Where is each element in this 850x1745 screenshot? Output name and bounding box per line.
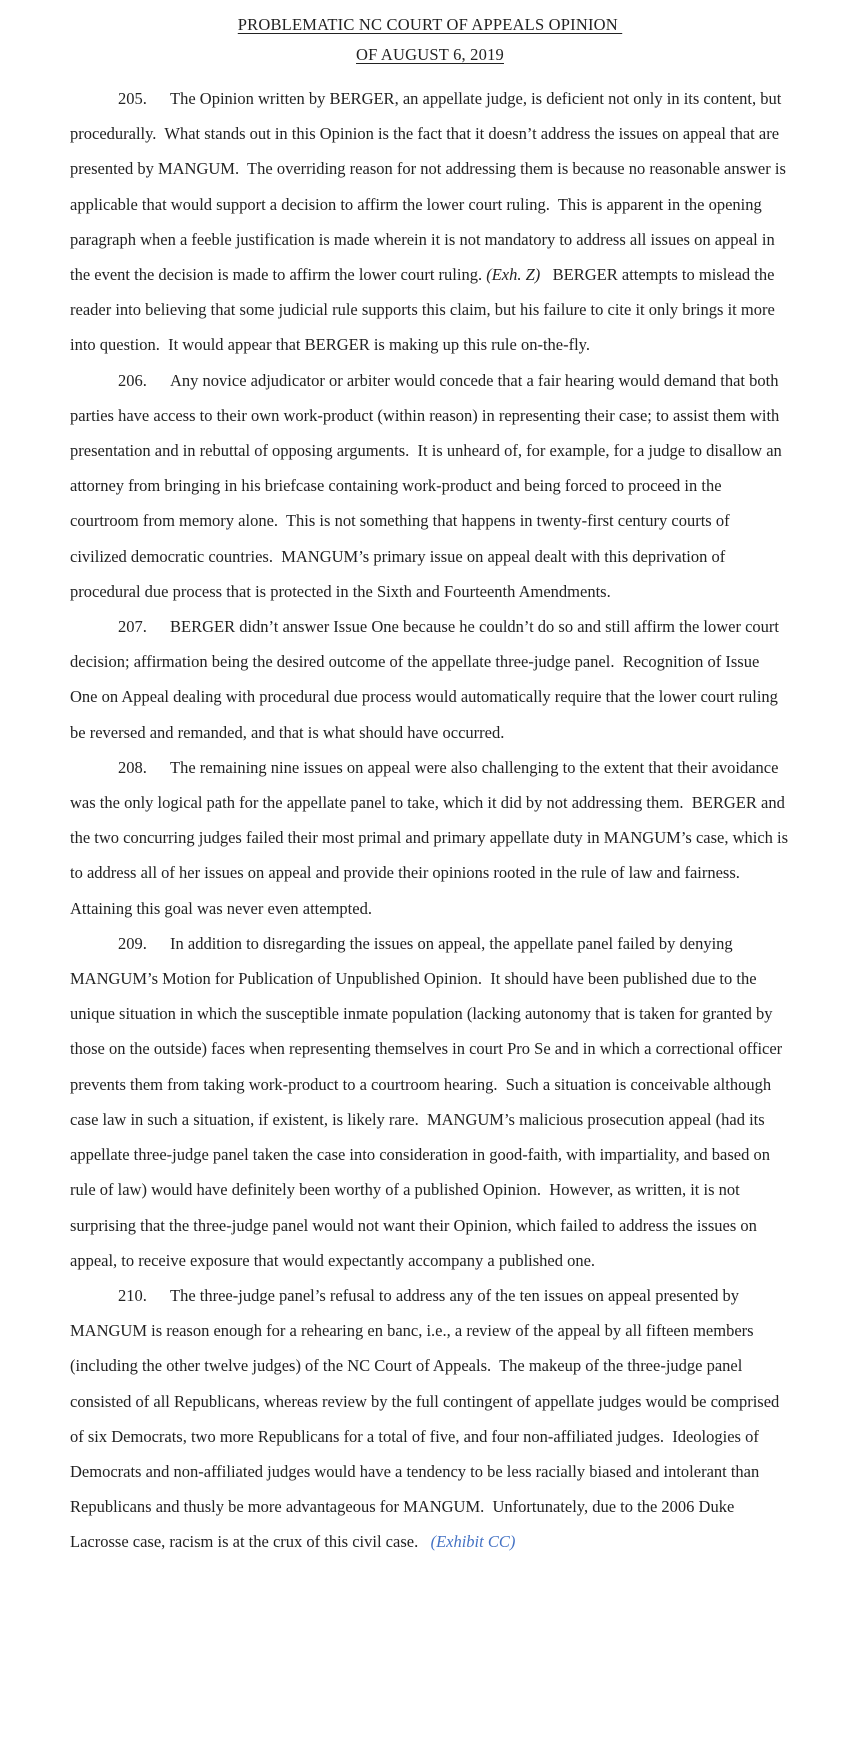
title-text-1: PROBLEMATIC NC COURT OF APPEALS OPINION <box>237 15 623 34</box>
paragraph-number: 205. <box>118 89 147 108</box>
paragraph-208 <box>70 750 793 926</box>
paragraph-number: 207. <box>118 617 147 637</box>
title-line-2 <box>70 40 790 70</box>
document-body <box>70 81 793 1560</box>
text-segment: In addition to disregarding the issues on appeal, the appellate panel failed by denying MANGUM’s Motion for Publication of Unpublished Opinion. It should have been published due to the unique situation in which the susceptible inmate population (lacking autonomy that is taken for granted by those on the outside) faces when representing themselves in court Pro Se and in which a correctional officer prevents them from taking work-product to a courtroom hearing. Such a situation is conceivable although case law in such a situation, if existent, is likely rare. MANGUM’s malicious prosecution appeal (had its appellate three-judge panel taken the case into consideration in good-faith, with impartiality, and based on rule of law) would have definitely been worthy of a published Opinion. However, as written, it is not surprising that the three-judge panel would not want their Opinion, which failed to address the issues on appeal, to receive exposure that would expectantly accompany a published one. <box>70 933 787 1270</box>
text-segment: The three-judge panel’s refusal to address any of the ten issues on appeal presented by MANGUM is reason enough for a rehearing en banc, i.e., a review of the appeal by all fifteen members (including the other twelve judges) of the NC Court of Appeals. The makeup of the three-judge panel consisted of all Republicans, whereas review by the full contingent of appellate judges would be comprised of six Democrats, two more Republicans for a total of five, and four non-affiliated judges. Ideologies of Democrats and non-affiliated judges would have a tendency to be less racially biased and intolerant than Republicans and thusly be more advantageous for MANGUM. Unfortunately, due to the 2006 Duke Lacrosse case, racism is at the crux of this civil case. <box>70 1285 784 1552</box>
title-line-1 <box>70 10 790 40</box>
document-title <box>70 10 790 70</box>
text-segment: The remaining nine issues on appeal were also challenging to the extent that their avoidance was the only logical path for the appellate panel to take, which it did by not addressing them. BERGER and the two concurring judges failed their most primal and primary appellate duty in MANGUM’s case, which is to address all of her issues on appeal and provide their opinions rooted in the rule of law and fairness. Attaining this goal was never even attempted. <box>70 757 793 918</box>
paragraph-210 <box>70 1278 790 1560</box>
exhibit-link[interactable]: (Exhibit CC) <box>430 1532 516 1552</box>
text-segment: BERGER didn’t answer Issue One because he couldn’t do so and still affirm the lower court decision; affirmation being the desired outcome of the appellate three-judge panel. Recognition of Issue One on Appeal dealing with procedural due process would automatically require that the lower court ruling be reversed and remanded, and that is what should have occurred. <box>70 617 784 742</box>
text-segment: (Exh. Z) <box>486 265 541 285</box>
text-segment: The Opinion written by BERGER, an appellate judge, is deficient not only in its content, but procedurally. What stands out in this Opinion is the fact that it doesn’t address the issues on appeal that are presented by MANGUM. The overriding reason for not addressing them is because no reasonable answer is applicable that would support a decision to affirm the lower court ruling. This is apparent in the opening paragraph when a feeble justification is made wherein it is not mandatory to address all issues on appeal in the event the decision is made to affirm the lower court ruling. <box>70 89 791 285</box>
paragraph-207 <box>70 609 790 750</box>
paragraph-number: 206. <box>118 370 147 390</box>
paragraph-209 <box>70 926 790 1278</box>
paragraph-number: 208. <box>118 757 147 777</box>
text-segment: BERGER attempts to mislead the reader into believing that some judicial rule supports this claim, but his failure to cite it only brings it more into question. It would appear that BERGER is making up this rule on-the-fly. <box>70 265 779 355</box>
paragraph-number: 209. <box>118 933 147 953</box>
text-segment: Any novice adjudicator or arbiter would concede that a fair hearing would demand that both parties have access to their own work-product (within reason) in representing their case; to assist them with presentation and in rebuttal of opposing arguments. It is unheard of, for example, for a judge to disallow an attorney from bringing in his briefcase containing work-product and being forced to proceed in the courtroom from memory alone. This is not something that happens in twenty-first century courts of civilized democratic countries. MANGUM’s primary issue on appeal dealt with this deprivation of procedural due process that is protected in the Sixth and Fourteenth Amendments. <box>70 370 786 601</box>
paragraph-205 <box>70 81 790 363</box>
title-text-2: OF AUGUST 6, 2019 <box>356 45 504 64</box>
paragraph-206 <box>70 363 790 609</box>
paragraph-number: 210. <box>118 1285 147 1305</box>
